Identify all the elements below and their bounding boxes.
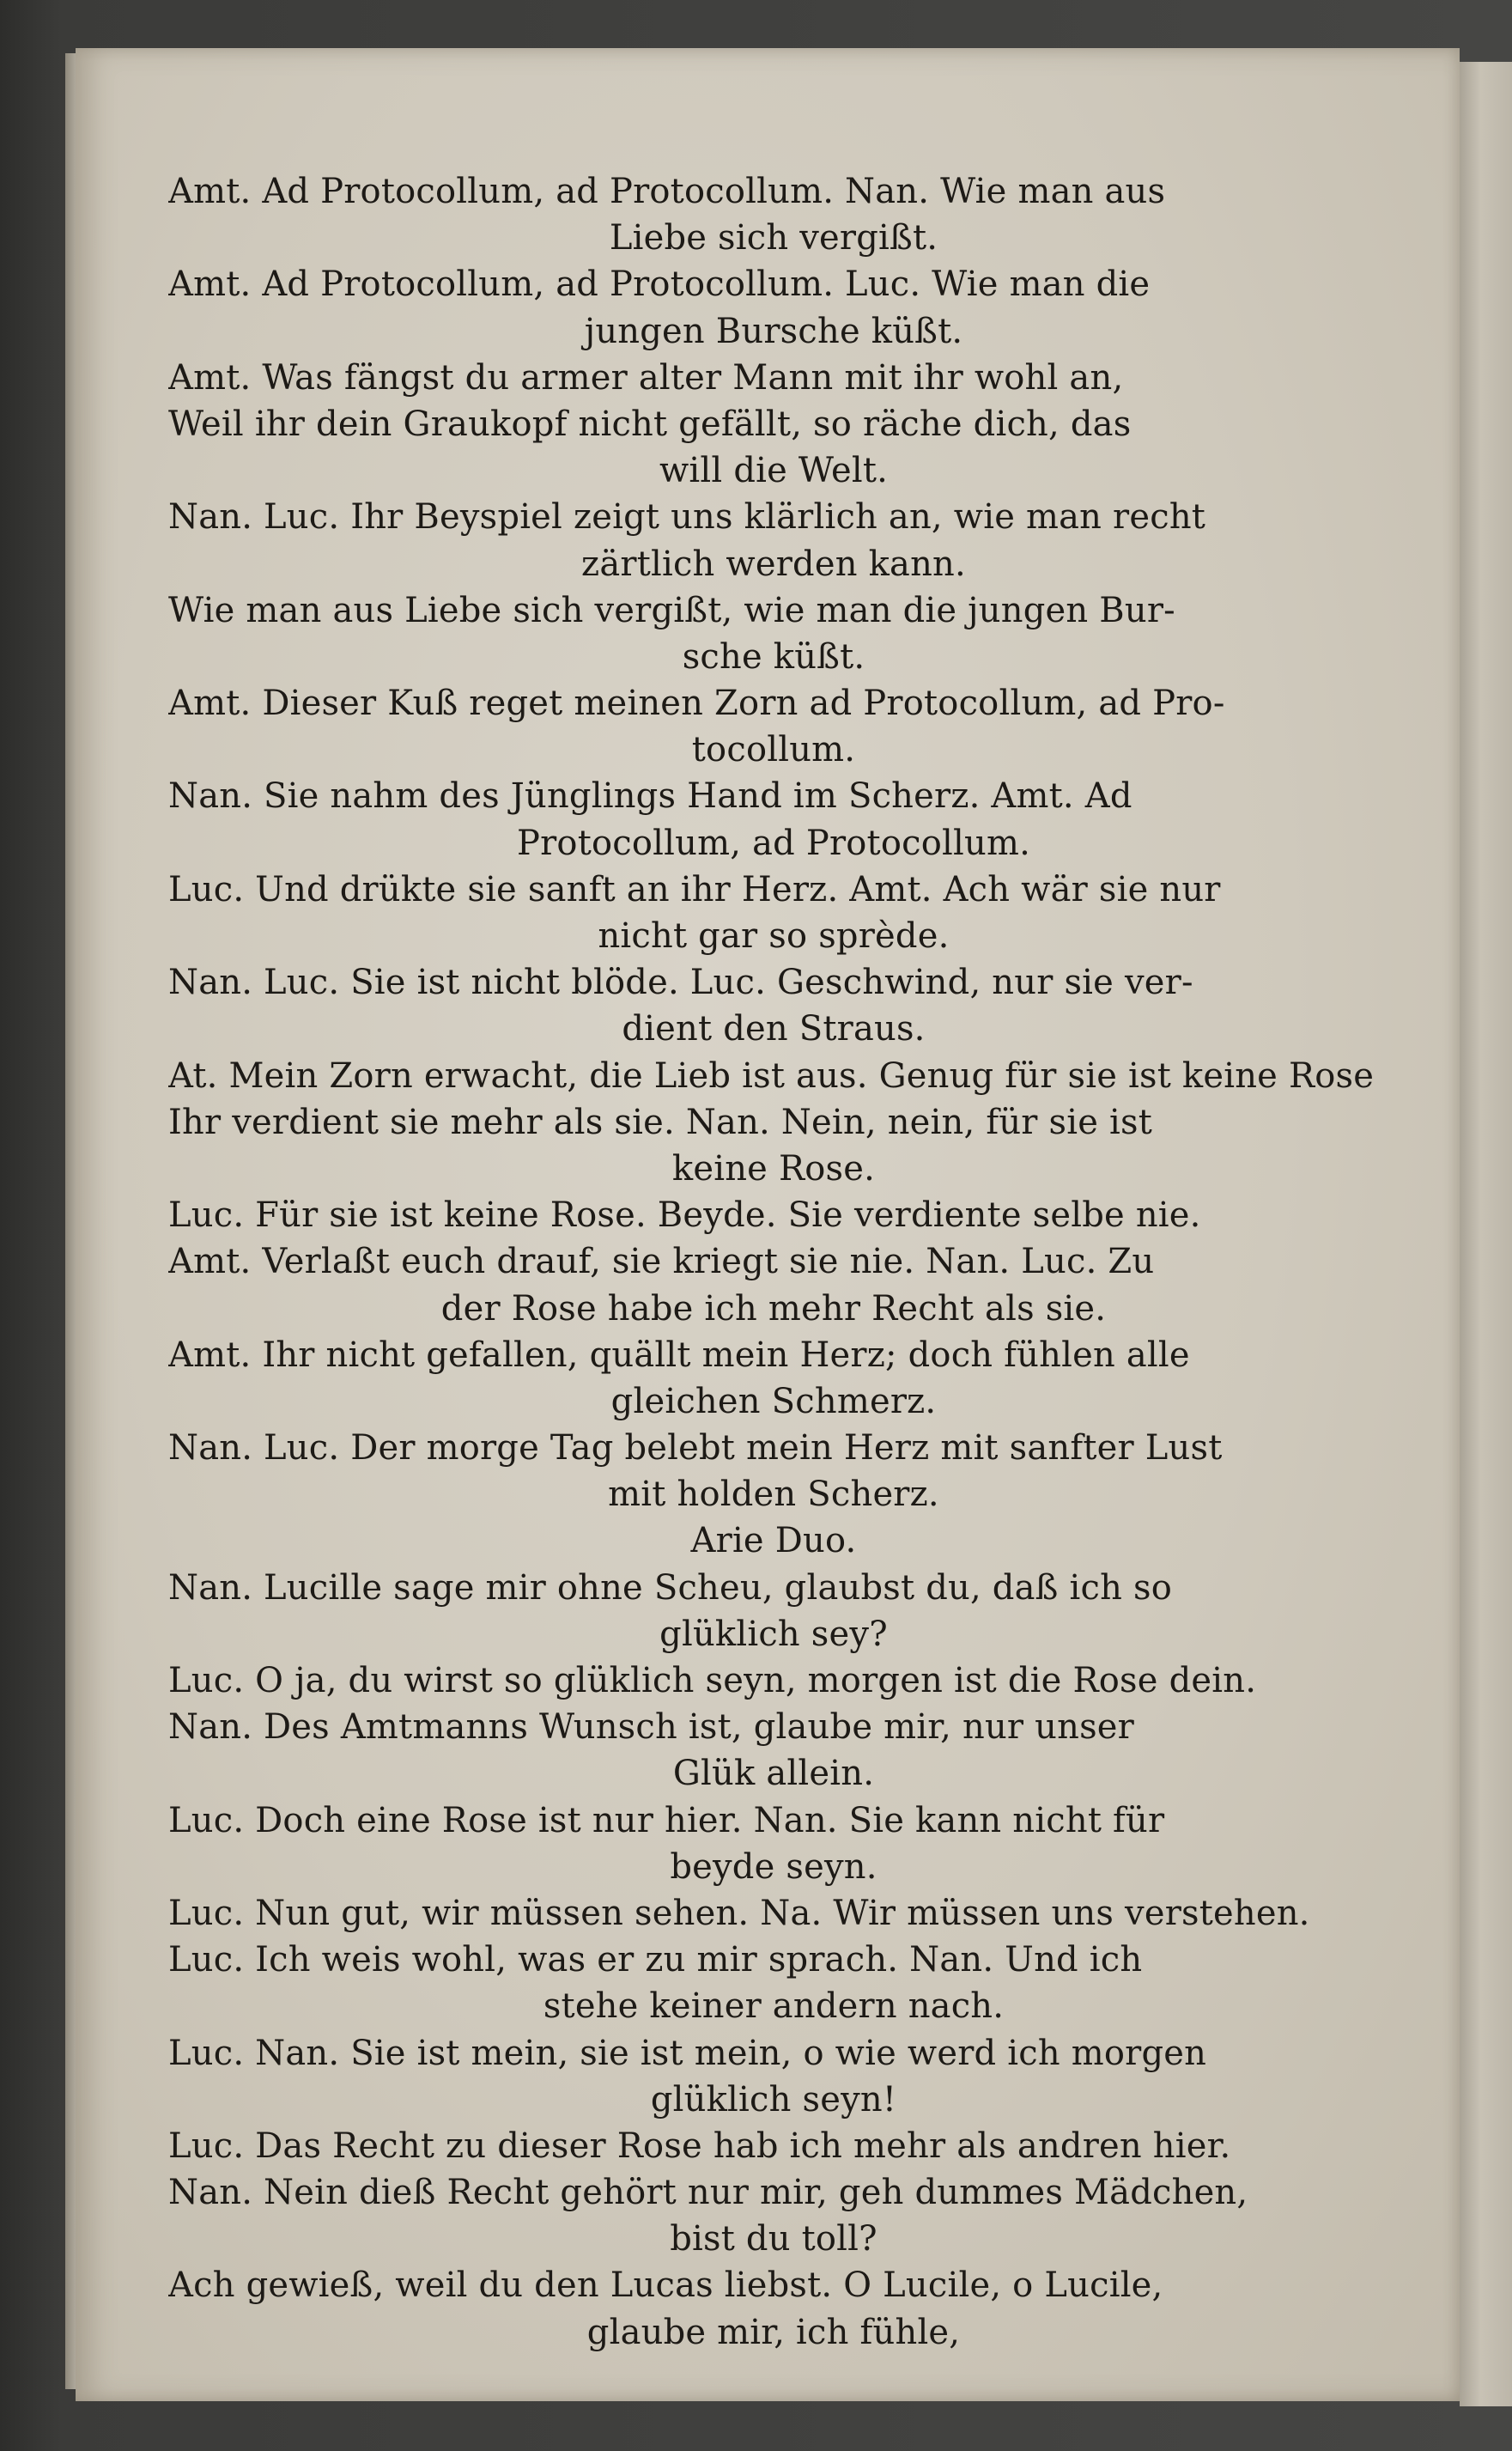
- text-line: Luc. Nan. Sie ist mein, sie ist mein, o wie werd ich morgen: [168, 2033, 1207, 2073]
- text-line: glüklich seyn!: [650, 2079, 897, 2120]
- page-text-block: [168, 168, 1379, 2356]
- text-line: mit holden Scherz.: [608, 1475, 939, 1515]
- text-line: Nan. Nein dieß Recht gehört nur mir, geh dummes Mädchen,: [168, 2173, 1248, 2213]
- text-line: Amt. Ad Protocollum, ad Protocollum. Luc. Wie man die: [168, 265, 1151, 305]
- text-line: Nan. Sie nahm des Jünglings Hand im Scherz. Amt. Ad: [168, 776, 1132, 817]
- text-line: nicht gar so sprède.: [598, 916, 950, 956]
- text-line: Ach gewieß, weil du den Lucas liebst. O Lucile, o Lucile,: [168, 2266, 1163, 2306]
- text-line: dient den Straus.: [622, 1009, 926, 1049]
- text-line: bist du toll?: [670, 2219, 877, 2259]
- text-line: Luc. Und drükte sie sanft an ihr Herz. Amt. Ach wär sie nur: [168, 869, 1221, 909]
- text-line: tocollum.: [691, 730, 856, 770]
- text-line: keine Rose.: [671, 1148, 876, 1189]
- text-line: Glük allein.: [672, 1754, 875, 1794]
- text-line: Luc. O ja, du wirst so glüklich seyn, morgen ist die Rose dein.: [168, 1661, 1257, 1700]
- text-line: Wie man aus Liebe sich vergißt, wie man die jungen Bur-: [168, 590, 1175, 630]
- text-line: der Rose habe ich mehr Recht als sie.: [440, 1288, 1107, 1329]
- next-page-edge: [1460, 62, 1512, 2406]
- text-line: jungen Bursche küßt.: [584, 311, 963, 351]
- text-line: gleichen Schmerz.: [610, 1381, 937, 1421]
- text-line: Arie Duo.: [690, 1521, 857, 1561]
- text-line: At. Mein Zorn erwacht, die Lieb ist aus. Genug für sie ist keine Rose: [168, 1055, 1375, 1096]
- text-line: Amt. Was fängst du armer alter Mann mit ihr wohl an,: [168, 357, 1124, 398]
- text-line: sche küßt.: [682, 636, 865, 677]
- text-line: Nan. Lucille sage mir ohne Scheu, glaubst du, daß ich so: [168, 1567, 1172, 1608]
- text-line: Ihr verdient sie mehr als sie. Nan. Nein, nein, für sie ist: [168, 1102, 1153, 1142]
- text-line: beyde seyn.: [670, 1846, 877, 1887]
- text-line: Amt. Dieser Kuß reget meinen Zorn ad Protocollum, ad Pro-: [168, 684, 1225, 724]
- text-line: glüklich sey?: [659, 1614, 888, 1654]
- text-line: Nan. Luc. Ihr Beyspiel zeigt uns klärlich an, wie man recht: [168, 497, 1206, 538]
- text-line: will die Welt.: [659, 451, 889, 491]
- text-line: Luc. Für sie ist keine Rose. Beyde. Sie verdiente selbe nie.: [168, 1195, 1201, 1236]
- text-line: Nan. Luc. Der morge Tag belebt mein Herz mit sanfter Lust: [168, 1428, 1223, 1469]
- text-line: Amt. Ad Protocollum, ad Protocollum. Nan. Wie man aus: [168, 172, 1166, 211]
- text-line: Liebe sich vergißt.: [609, 218, 938, 258]
- text-line: Luc. Ich weis wohl, was er zu mir sprach. Nan. Und ich: [168, 1940, 1143, 1980]
- text-line: Protocollum, ad Protocollum.: [517, 823, 1030, 863]
- text-line: Amt. Ihr nicht gefallen, quällt mein Herz; doch fühlen alle: [168, 1335, 1190, 1375]
- text-line: Weil ihr dein Graukopf nicht gefällt, so räche dich, das: [168, 404, 1132, 444]
- text-line: Amt. Verlaßt euch drauf, sie kriegt sie nie. Nan. Luc. Zu: [168, 1242, 1155, 1282]
- text-line: Nan. Luc. Sie ist nicht blöde. Luc. Geschwind, nur sie ver-: [168, 963, 1193, 1003]
- text-line: Luc. Das Recht zu dieser Rose hab ich mehr als andren hier.: [168, 2126, 1231, 2166]
- text-line: Luc. Doch eine Rose ist nur hier. Nan. Sie kann nicht für: [168, 1800, 1165, 1840]
- text-line: stehe keiner andern nach.: [543, 1986, 1005, 2027]
- text-line: Nan. Des Amtmanns Wunsch ist, glaube mir, nur unser: [168, 1707, 1134, 1748]
- text-line: zärtlich werden kann.: [581, 544, 966, 584]
- text-line: glaube mir, ich fühle,: [586, 2312, 961, 2352]
- text-line: Luc. Nun gut, wir müssen sehen. Na. Wir müssen uns verstehen.: [168, 1893, 1310, 1933]
